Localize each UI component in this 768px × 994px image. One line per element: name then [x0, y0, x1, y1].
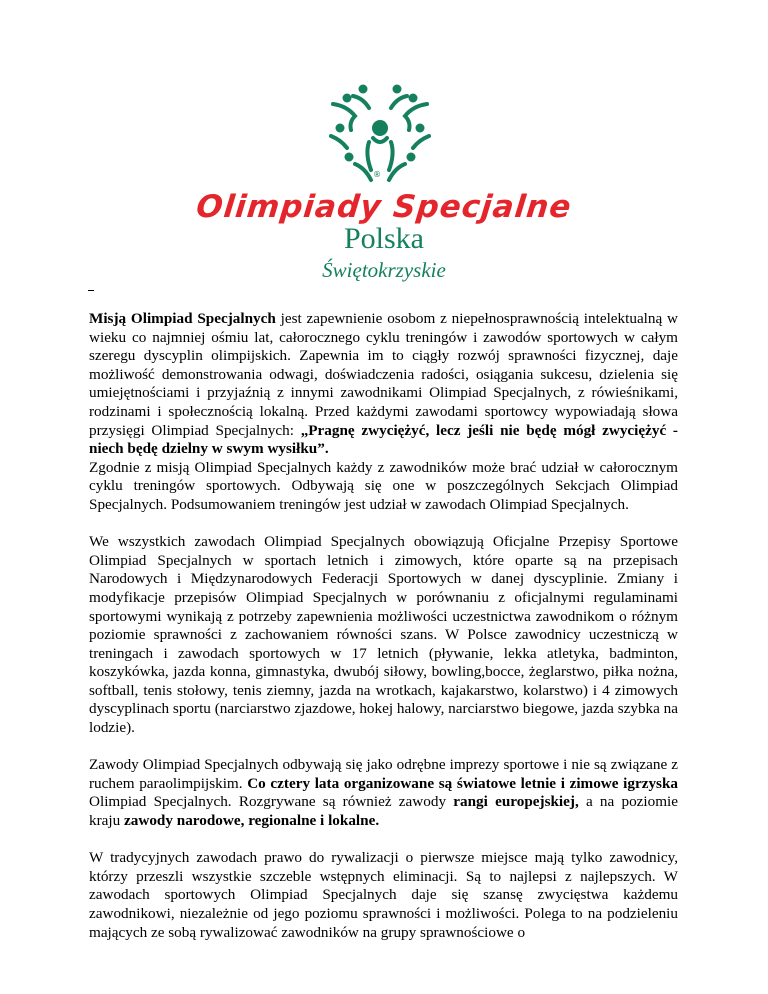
document-body [89, 310, 678, 961]
brand-region: Świętokrzyskie [322, 258, 446, 282]
paragraph-competitions [89, 756, 678, 830]
national-games-highlight: zawody narodowe, regionalne i lokalne. [124, 812, 380, 830]
mission-text: jest zapewnienie osobom z niepełnosprawnością intelektualną w wieku co najmniej ośmiu lat, całorocznego cyklu treningów i zawodów sportowych w całym szeregu dyscyplin olimpijskich. Zapewnia im to ciągły rozwój sprawności fizycznej, daje możliwość demonstrowania odwagi, doświadczenia radości, osiągania sukcesu, dzielenia się umiejętnościami i przyjaźnią z innymi zawodnikami Olimpiad Specjalnych, z rówieśnikami, rodzinami i społecznością lokalną. Przed każdymi zawodami sportowcy wypowiadają słowa przysięgi Olimpiad Specjalnych: [89, 310, 679, 439]
brand-country: Polska [343, 222, 424, 255]
paragraph-rules: We wszystkich zawodach Olimpiad Specjalnych obowiązują Oficjalne Przepisy Sportowe Olimpiad Specjalnych w sportach letnich i zimowych, które oparte są na przepisach Narodowych i Międzynarodowych Federacji Sportowych w danej dyscyplinie. Zmiany i modyfikacje przepisów Olimpiad Specjalnych w porównaniu z oficjalnymi regulaminami sportowymi wynikają z potrzeby zapewnienia możliwości uczestnictwa zawodnikom o różnym poziomie sprawności z zachowaniem równości szans. W Polsce zawodnicy uczestniczą w treningach i zawodach sportowych w 17 letnich (pływanie, lekka atletyka, badminton, koszykówka, jazda konna, gimnastyka, dwubój siłowy, bowling,bocce, żeglarstwo, piłka nożna, softball, tenis stołowy, tenis ziemny, jazda na wrotkach, kajakarstwo, kolarstwo) i 4 zimowych dyscyplinach sportu (narciarstwo zjazdowe, hokej halowy, narciarstwo biegowe, jazda szybka na lodzie). [89, 533, 679, 737]
world-games-highlight: Co cztery lata organizowane są światowe letnie i zimowe igrzyska [247, 774, 678, 792]
logo [0, 0, 768, 300]
paragraph-divisioning: W tradycyjnych zawodach prawo do rywalizacji o pierwsze miejsce mają tylko zawodnicy, którzy przeszli wszystkie szczeble wstępnych eliminacji. Są to najlepsi z najlepszych. W zawodach sportowych Olimpiad Specjalnych daje się szansę zwycięstwa każdemu zawodnikowi, niezależnie od jego poziomu sprawności i możliwości. Polega to na podzieleniu mających ze sobą rywalizować zawodników na grupy sprawnościowe o [89, 849, 678, 941]
registered-mark: ® [373, 170, 381, 179]
mission-training-text: Zgodnie z misją Olimpiad Specjalnych każdy z zawodników może brać udział w całorocznym cyklu treningów sportowych. Odbywają się one w poszczególnych Sekcjach Olimpiad Specjalnych. Podsumowaniem treningów jest udział w zawodach Olimpiad Specjalnych. [89, 458, 678, 513]
mission-lead: Misją Olimpiad Specjalnych [89, 310, 276, 327]
separator-dash [88, 290, 94, 291]
competitions-text-2: Olimpiad Specjalnych. Rozgrywane są również zawody [89, 793, 454, 811]
competitions-text-3: a na poziomie kraju [89, 793, 678, 830]
athlete-oath: „Pragnę zwyciężyć, lecz jeśli nie będę mógł zwyciężyć - niech będę dzielny w swym wysiłku”. [89, 421, 678, 458]
european-rank-highlight: rangi europejskiej, [453, 793, 579, 811]
competitions-text-1: Zawody Olimpiad Specjalnych odbywają się jako odrębne imprezy sportowe i nie są związane z ruchem paraolimpijskim. [89, 756, 678, 792]
brand-title: Olimpiady Specjalne [194, 189, 574, 225]
paragraph-mission [89, 310, 678, 515]
